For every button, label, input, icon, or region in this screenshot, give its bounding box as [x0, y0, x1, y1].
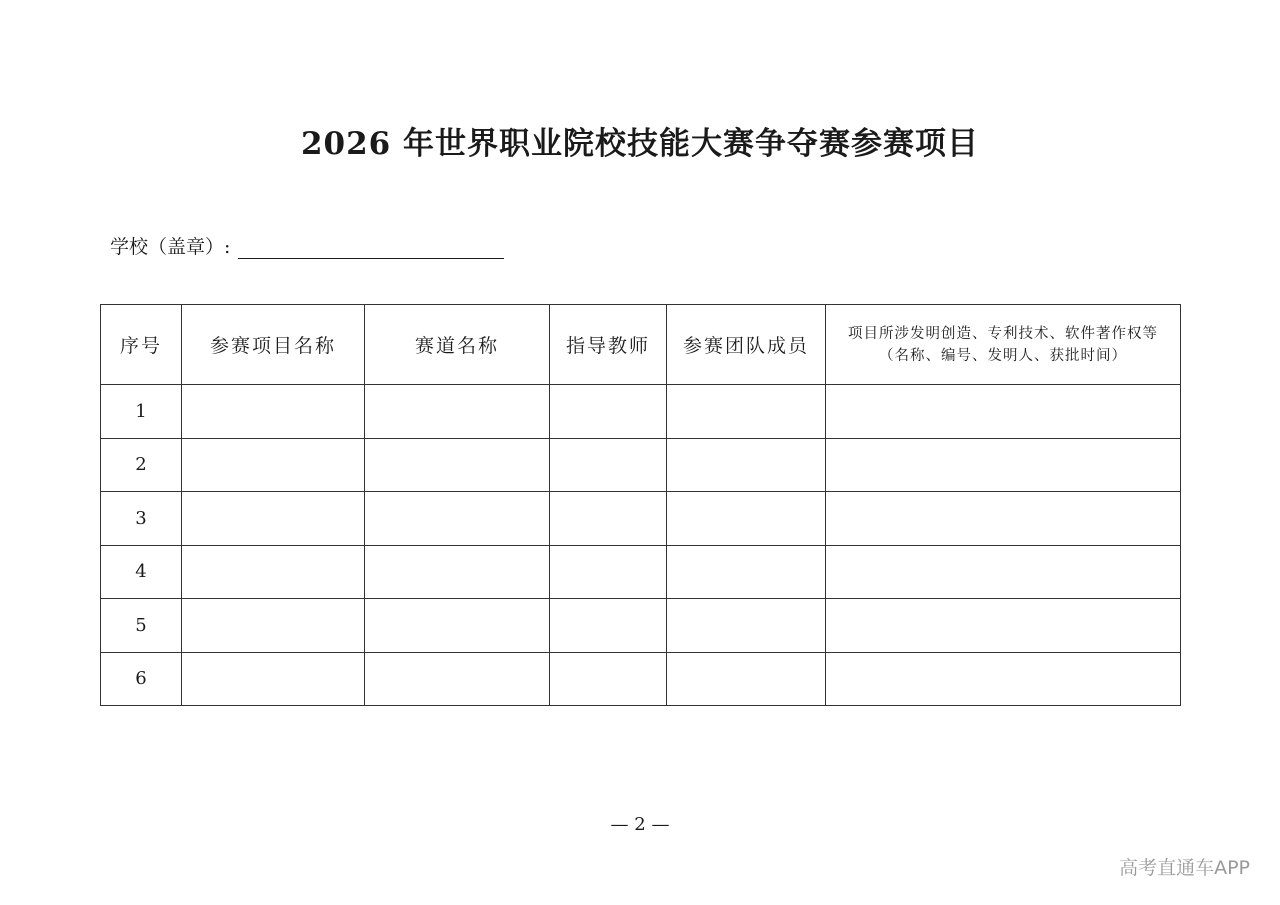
cell-ip-details[interactable] [826, 599, 1181, 653]
cell-instructor[interactable] [550, 545, 667, 599]
row-number: 6 [101, 652, 182, 706]
table-row [101, 652, 1181, 706]
header-project-name: 参赛项目名称 [182, 305, 365, 385]
cell-project-name[interactable] [182, 492, 365, 546]
cell-ip-details[interactable] [826, 492, 1181, 546]
cell-instructor[interactable] [550, 599, 667, 653]
table-row [101, 438, 1181, 492]
document-title: 2026 年世界职业院校技能大赛争夺赛参赛项目 [300, 126, 980, 162]
cell-track-name[interactable] [365, 599, 550, 653]
row-number: 2 [101, 438, 182, 492]
cell-instructor[interactable] [550, 385, 667, 439]
school-seal-line [110, 232, 504, 259]
cell-instructor[interactable] [550, 492, 667, 546]
cell-project-name[interactable] [182, 652, 365, 706]
header-ip-details-line1: 项目所涉发明创造、专利技术、软件著作权等 [848, 325, 1158, 342]
cell-track-name[interactable] [365, 385, 550, 439]
cell-project-name[interactable] [182, 438, 365, 492]
row-number: 4 [101, 545, 182, 599]
cell-project-name[interactable] [182, 599, 365, 653]
row-number: 3 [101, 492, 182, 546]
cell-team-members[interactable] [667, 438, 826, 492]
cell-track-name[interactable] [365, 652, 550, 706]
school-label: 学校（盖章）: [110, 236, 231, 258]
cell-team-members[interactable] [667, 492, 826, 546]
header-track-name: 赛道名称 [365, 305, 550, 385]
row-number: 1 [101, 385, 182, 439]
table-header-row [101, 305, 1181, 385]
header-instructor: 指导教师 [550, 305, 667, 385]
table-row [101, 599, 1181, 653]
header-team-members: 参赛团队成员 [667, 305, 826, 385]
cell-ip-details[interactable] [826, 438, 1181, 492]
cell-track-name[interactable] [365, 438, 550, 492]
cell-track-name[interactable] [365, 492, 550, 546]
cell-instructor[interactable] [550, 652, 667, 706]
cell-team-members[interactable] [667, 652, 826, 706]
table-row [101, 492, 1181, 546]
entry-table [100, 304, 1181, 706]
header-ip-details [826, 305, 1181, 385]
header-ip-details-line2: （名称、编号、发明人、获批时间） [879, 347, 1127, 364]
row-number: 5 [101, 599, 182, 653]
header-serial-number: 序号 [101, 305, 182, 385]
table-row [101, 385, 1181, 439]
cell-ip-details[interactable] [826, 385, 1181, 439]
cell-team-members[interactable] [667, 385, 826, 439]
cell-instructor[interactable] [550, 438, 667, 492]
table-row [101, 545, 1181, 599]
cell-team-members[interactable] [667, 545, 826, 599]
cell-project-name[interactable] [182, 545, 365, 599]
school-blank-underline [238, 234, 504, 259]
page-number: — 2 — [610, 814, 670, 835]
app-watermark: 高考直通车APP [1119, 857, 1250, 879]
cell-track-name[interactable] [365, 545, 550, 599]
cell-ip-details[interactable] [826, 652, 1181, 706]
cell-ip-details[interactable] [826, 545, 1181, 599]
cell-project-name[interactable] [182, 385, 365, 439]
cell-team-members[interactable] [667, 599, 826, 653]
